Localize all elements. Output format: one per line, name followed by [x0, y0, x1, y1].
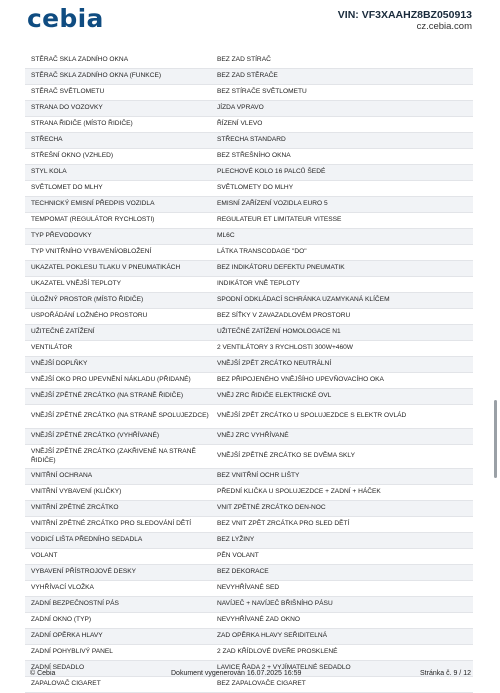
row-label: STRANA DO VOZOVKY	[31, 104, 103, 112]
row-label: VNĚJŠÍ ZPĚTNÉ ZRCÁTKO (NA STRANĚ SPOLUJEZDCE)	[31, 412, 209, 420]
table-row	[25, 293, 473, 309]
site-url: cz.cebia.com	[416, 21, 472, 32]
row-value: BEZ VNIT ZPĚT ZRCÁTKA PRO SLED DĚTÍ	[217, 520, 350, 528]
row-label: VOLANT	[31, 552, 58, 560]
row-value: 2 VENTILÁTORY 3 RYCHLOSTI 300W+460W	[217, 344, 354, 352]
row-label: STĚRAČ SKLA ZADNÍHO OKNA (FUNKCE)	[31, 72, 162, 80]
table-row	[25, 197, 473, 213]
table-row	[25, 229, 473, 245]
row-label: ÚLOŽNÝ PROSTOR (MÍSTO ŘIDIČE)	[31, 296, 144, 304]
row-label: STĚRAČ SVĚTLOMETU	[31, 88, 105, 96]
scrollbar-thumb[interactable]	[494, 400, 497, 478]
row-label: VNITŘNÍ OCHRANA	[31, 472, 93, 480]
row-value: PLECHOVÉ KOLO 16 PALCŮ ŠEDÉ	[217, 168, 326, 176]
row-label: UKAZATEL POKLESU TLAKU V PNEUMATIKÁCH	[31, 264, 181, 272]
table-row	[25, 85, 473, 101]
table-row	[25, 133, 473, 149]
table-row	[25, 149, 473, 165]
table-row	[25, 117, 473, 133]
row-value: INDIKÁTOR VNĚ TEPLOTY	[217, 280, 300, 288]
row-value: BEZ ZAD STĚRAČE	[217, 72, 278, 80]
table-row	[25, 213, 473, 229]
row-label: ZADNÍ POHYBLIVÝ PANEL	[31, 648, 113, 656]
row-label: STŘECHA	[31, 136, 63, 144]
row-value: PŘEDNÍ KLIČKA U SPOLUJEZDCE + ZADNÍ + HÁČEK	[217, 488, 381, 496]
row-value: UŽITEČNÉ ZATÍŽENÍ HOMOLOGACE N1	[217, 328, 341, 336]
row-value: VNĚJŠÍ ZPĚT ZRCÁTKO NEUTRÁLNÍ	[217, 360, 332, 368]
row-value: REGULATEUR ET LIMITATEUR VITESSE	[217, 216, 342, 224]
row-label: STŘEŠNÍ OKNO (VZHLED)	[31, 152, 114, 160]
row-label: TYP PŘEVODOVKY	[31, 232, 92, 240]
table-row	[25, 645, 473, 661]
row-label: ZADNÍ BEZPEČNOSTNÍ PÁS	[31, 600, 119, 608]
row-label: VNITŘNÍ ZPĚTNÉ ZRCÁTKO PRO SLEDOVÁNÍ DĚTÍ	[31, 520, 192, 528]
equipment-table	[25, 53, 473, 693]
table-row	[25, 549, 473, 565]
table-row	[25, 69, 473, 85]
row-label: VODICÍ LIŠTA PŘEDNÍHO SEDADLA	[31, 536, 143, 544]
table-row	[25, 277, 473, 293]
row-value: BEZ STÍRAČE SVĚTLOMETU	[217, 88, 307, 96]
row-value: VNĚJ ZRC VYHŘÍVANÉ	[217, 432, 289, 440]
row-label: VNĚJŠÍ ZPĚTNÉ ZRCÁTKO (VYHŘÍVANÉ)	[31, 432, 160, 440]
row-value: NAVÍJEČ + NAVÍJEČ BŘIŠNÍHO PÁSU	[217, 600, 333, 608]
row-label: TEMPOMAT (REGULÁTOR RYCHLOSTI)	[31, 216, 155, 224]
row-value: ŘÍZENÍ VLEVO	[217, 120, 263, 128]
table-row	[25, 485, 473, 501]
row-label: VYHŘÍVACÍ VLOŽKA	[31, 584, 94, 592]
table-row	[25, 53, 473, 69]
table-row	[25, 325, 473, 341]
row-value: 2 ZAD KŘÍDLOVÉ DVEŘE PROSKLENÉ	[217, 648, 338, 656]
row-label: ZADNÍ SEDADLO	[31, 664, 85, 672]
row-label: SVĚTLOMET DO MLHY	[31, 184, 103, 192]
table-row	[25, 581, 473, 597]
table-row	[25, 445, 473, 469]
row-value: BEZ SÍŤKY V ZAVAZADLOVÉM PROSTORU	[217, 312, 351, 320]
table-row	[25, 629, 473, 645]
row-label: UŽITEČNÉ ZATÍŽENÍ	[31, 328, 95, 336]
table-row	[25, 181, 473, 197]
row-value: BEZ PŘIPOJENÉHO VNĚJŠÍHO UPEVŇOVACÍHO OKA	[217, 376, 384, 384]
row-value: BEZ VNITŘNÍ OCHR LIŠTY	[217, 472, 300, 480]
row-value: JÍZDA VPRAVO	[217, 104, 264, 112]
cebia-logo: cebia	[27, 4, 104, 33]
table-row	[25, 501, 473, 517]
row-label: VYBAVENÍ PŘÍSTROJOVÉ DESKY	[31, 568, 137, 576]
row-label: STYL KOLA	[31, 168, 67, 176]
table-row	[25, 565, 473, 581]
row-value: NEVYHŘÍVANÉ ZAD OKNO	[217, 616, 301, 624]
table-row	[25, 101, 473, 117]
page-footer	[0, 666, 500, 684]
row-value: BEZ DEKORACE	[217, 568, 269, 576]
row-label: ZAPALOVAČ CIGARET	[31, 680, 101, 688]
row-label: TECHNICKÝ EMISNÍ PŘEDPIS VOZIDLA	[31, 200, 155, 208]
table-row	[25, 517, 473, 533]
table-row	[25, 261, 473, 277]
row-value: ML6C	[217, 232, 235, 240]
row-value: SVĚTLOMETY DO MLHY	[217, 184, 294, 192]
table-row	[25, 533, 473, 549]
row-value: EMISNÍ ZAŘÍZENÍ VOZIDLA EURO 5	[217, 200, 328, 208]
row-label: VNITŘNÍ VYBAVENÍ (KLIČKY)	[31, 488, 122, 496]
row-label: USPOŘÁDÁNÍ LOŽNÉHO PROSTORU	[31, 312, 148, 320]
row-label: VENTILÁTOR	[31, 344, 73, 352]
row-value: NEVYHŘÍVANÉ SED	[217, 584, 280, 592]
row-value: VNĚJ ZRC ŘIDIČE ELEKTRICKÉ OVL	[217, 392, 332, 400]
page-header	[0, 0, 500, 44]
row-label: UKAZATEL VNĚJŠÍ TEPLOTY	[31, 280, 122, 288]
row-label: VNĚJŠÍ ZPĚTNÉ ZRCÁTKO (ZAKŘIVENÉ NA STRANĚ ŘIDIČE)	[31, 448, 196, 464]
footer-generated-date: Dokument vygenerován 16.07.2025 16:59	[171, 670, 302, 677]
row-label: VNĚJŠÍ DOPLŇKY	[31, 360, 88, 368]
vin-number: VIN: VF3XAAHZ8BZ050913	[337, 9, 472, 21]
table-row	[25, 165, 473, 181]
table-row	[25, 429, 473, 445]
table-row	[25, 245, 473, 261]
row-label: VNĚJŠÍ OKO PRO UPEVNĚNÍ NÁKLADU (PŘIDANÉ)	[31, 376, 191, 384]
footer-copyright: © Cebia	[30, 670, 56, 677]
table-row	[25, 597, 473, 613]
table-row	[25, 341, 473, 357]
row-value: VNĚJŠÍ ZPĚTNÉ ZRCÁTKO SE DVĚMA SKLY	[217, 452, 356, 460]
row-value: PĚN VOLANT	[217, 552, 259, 560]
row-value: SPODNÍ ODKLÁDACÍ SCHRÁNKA UZAMYKANÁ KLÍČEM	[217, 296, 390, 304]
row-value: VNĚJŠÍ ZPĚT ZRCÁTKO U SPOLUJEZDCE S ELEKTR OVLÁD	[217, 412, 407, 420]
row-label: ZADNÍ OKNO (TYP)	[31, 616, 92, 624]
table-row	[25, 357, 473, 373]
row-label: STRANA ŘIDIČE (MÍSTO ŘIDIČE)	[31, 120, 133, 128]
row-value: BEZ ZAPALOVAČE CIGARET	[217, 680, 306, 688]
row-value: ZAD OPĚRKA HLAVY SEŘIDITELNÁ	[217, 632, 328, 640]
row-value: BEZ ZAD STÍRAČ	[217, 56, 271, 64]
row-value: BEZ STŘEŠNÍHO OKNA	[217, 152, 291, 160]
row-value: BEZ LYŽINY	[217, 536, 255, 544]
row-value: VNIT ZPĚTNÉ ZRCÁTKO DEN-NOC	[217, 504, 326, 512]
row-label: VNĚJŠÍ ZPĚTNÉ ZRCÁTKO (NA STRANĚ ŘIDIČE)	[31, 392, 184, 400]
footer-page-number: Stránka č. 9 / 12	[420, 670, 471, 677]
table-row	[25, 389, 473, 405]
row-label: STĚRAČ SKLA ZADNÍHO OKNA	[31, 56, 129, 64]
table-row	[25, 613, 473, 629]
row-value: BEZ INDIKÁTORU DEFEKTU PNEUMATIK	[217, 264, 345, 272]
row-label: ZADNÍ OPĚRKA HLAVY	[31, 632, 103, 640]
table-row	[25, 373, 473, 389]
row-value: STŘECHA STANDARD	[217, 136, 286, 144]
row-label: VNITŘNÍ ZPĚTNÉ ZRCÁTKO	[31, 504, 119, 512]
table-row	[25, 309, 473, 325]
row-value: LÁTKA TRANSCODAGE "DO"	[217, 248, 307, 256]
table-row	[25, 405, 473, 429]
table-row	[25, 469, 473, 485]
row-label: TYP VNITŘNÍHO VYBAVENÍ/OBLOŽENÍ	[31, 248, 152, 256]
row-value: LAVICE ŘADA 2 + VYJÍMATELNÉ SEDADLO	[217, 664, 351, 672]
